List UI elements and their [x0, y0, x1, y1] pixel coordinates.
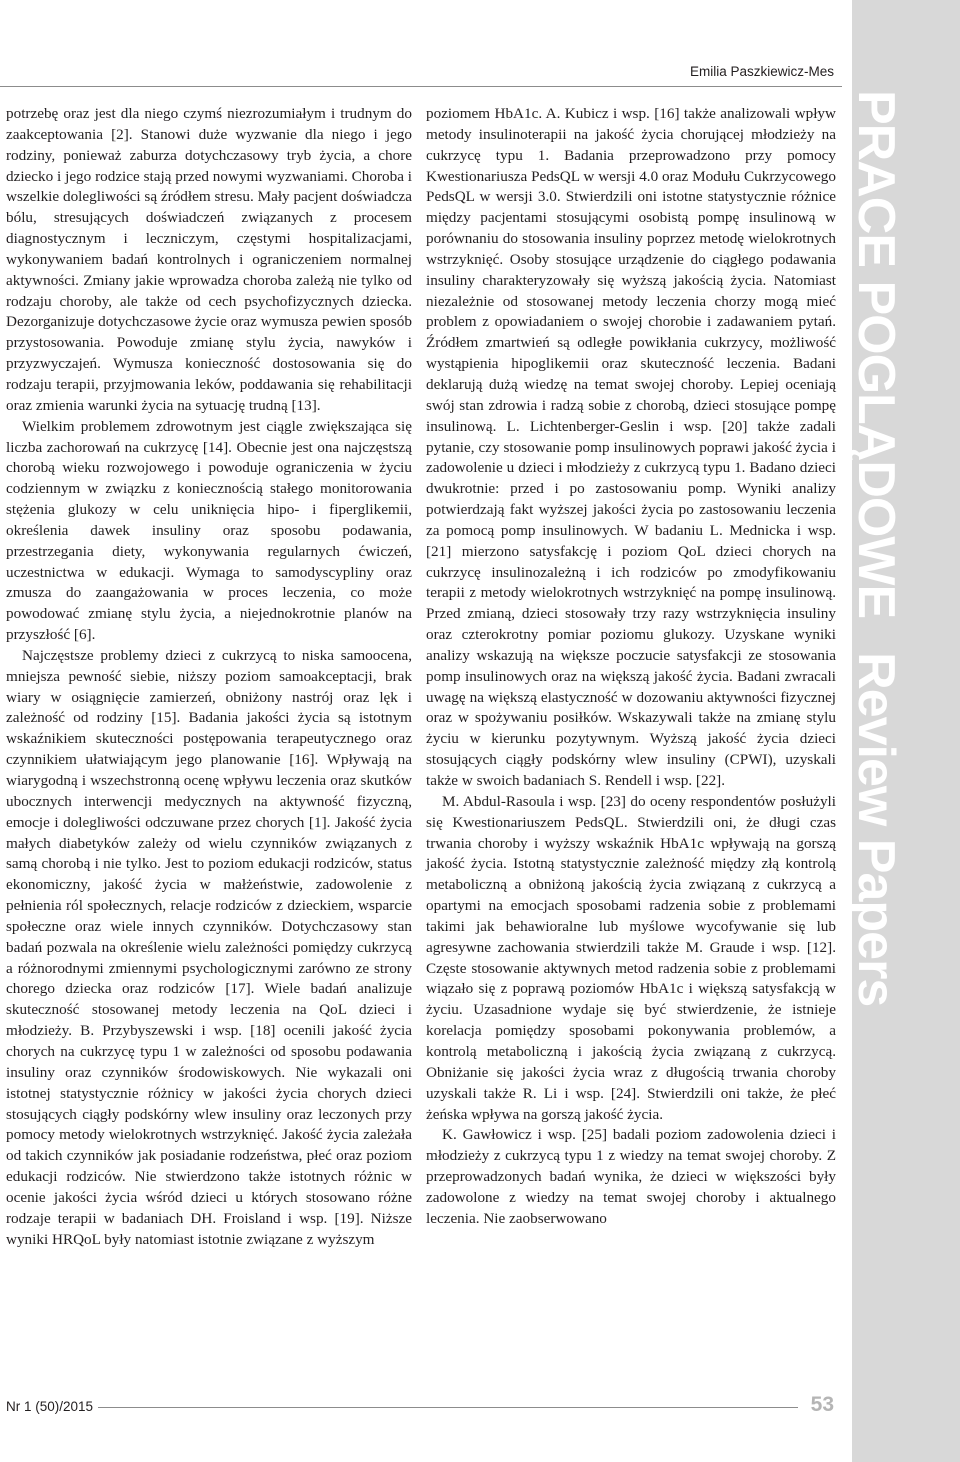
paragraph: Wielkim problemem zdrowotnym jest ciągle zwiększająca się liczba zachorowań na cukrzycę [14]. Obecnie jest ona najczęstszą chorobą wieku rozwojowego i powoduje ograniczenia w życiu codziennym w związku z koniecznością stałego monitorowania stężenia glukozy w celu uniknięcia hipo- i fiperglikemii, określenia dawek insuliny oraz sposobu podawania, przestrzegania diety, wykonywania regularnych ćwiczeń, uczestnictwa w edukacji. Wymaga to samodyscypliny oraz zmusza do zaangażowania w proces leczenia, co może powodować zmianę stylu życia, a niejednokrotnie planów na przyszłość [6].: [6, 417, 412, 644]
running-header-author: Emilia Paszkiewicz-Mes: [689, 64, 834, 79]
section-label: [846, 90, 906, 1007]
left-column: [6, 104, 412, 1250]
paragraph: Najczęstsze problemy dzieci z cukrzycą to niska samoocena, mniejsza pewność siebie, niższy poziom samoakceptacji, brak wiary w osiągnięcie zamierzeń, obniżony nastrój oraz lęk i zależność od rodziny [15]. Badania jakości życia są istotnym wskaźnikiem skuteczności postępowania terapeutycznego oraz czynnikiem ułatwiającym jego planowanie [16]. Wpływają na wiarygodną i wszechstronną ocenę wpływu leczenia oraz skutków ubocznych interwencji medycznych na aktywność fizyczną, emocje i dolegliwości odczuwane przez chorych [1]. Jakość życia małych diabetyków zależy od wielu czynników związanych z samą chorobą i nie tylko. Jest to poziom edukacji rodziców, status ekonomiczny, jakość życia w małżeństwie, zadowolenie z pełnienia ról społecznych, relacje rodziców z dzieckiem, wsparcie społeczne oraz wiele innych czynników. Dotychczasowy stan badań pozwala na określenie wielu zależności pomiędzy cukrzycą a różnorodnymi zmiennymi psychologicznymi zarówno ze strony chorego dziecka oraz rodziców [17]. Wiele badań analizuje skuteczność stosowanej metody leczenia na QoL dzieci i młodzieży. B. Przybyszewski i wsp. [18] ocenili jakość życia chorych na cukrzycę typu 1 w zależności od sposobu podawania insuliny oraz czynników środowiskowych. Nie wykazali oni istotnej statystycznie różnicy w jakości życia chorych dzieci stosujących ciągły podskórny wlew insuliny oraz leczonych przy pomocy metody wielokrotnych wstrzyknięć. Jakość życia zależała od takich czynników jak posiadanie rodzeństwa, płeć oraz poziom edukacji rodziców. Nie stwierdzono także istotnych różnic w ocenie jakości życia wśród dzieci u których stosowano różne rodzaje terapii w badaniach DH. Froisland i wsp. [19]. Niższe wyniki HRQoL były natomiast istotnie związane z wyższym: [6, 646, 412, 1248]
header-divider: [0, 86, 842, 87]
paragraph: K. Gawłowicz i wsp. [25] badali poziom zadowolenia dzieci i młodzieży z cukrzycą typu 1 z wiedzy na temat swojej choroby. Z przeprowadzonych badań wynika, że dzieci w większości były zadowolone z wiedzy na temat swojej choroby i aktualnego leczenia. Nie zaobserwowano: [426, 1126, 836, 1227]
paragraph: M. Abdul-Rasoula i wsp. [23] do oceny respondentów posłużyli się Kwestionariuszem PedsQL. Stwierdzili oni, że długi czas trwania choroby i wyższy wskaźnik HbA1c wpływają na gorszą jakość życia. Istotną statystycznie zależność między złą kontrolą metaboliczną a obniżoną jakością życia związaną z cukrzycą a opartymi na emocjach sposobami radzenia sobie z problemami takimi jak behawioralne lub myślowe wycofywanie się lub agresywne zachowania stwierdzili także M. Graude i wsp. [12]. Częste stosowanie aktywnych metod radzenia sobie z problemami wiązało się z poprawą poziomów HbA1c i większą satysfakcją w życiu. Uzasadnione wydaje się być stwierdzenie, że istnieje korelacja pomiędzy sposobami pokonywania problemów, a kontrolą metaboliczną i jakością życia związaną z cukrzycą. Obniżanie się jakości życia wraz z długością trwania choroby uzyskali także R. Li i wsp. [24]. Stwierdzili oni także, że płeć żeńska wpływa na gorszą jakość życia.: [426, 792, 836, 1123]
section-label-english: Review Papers: [847, 652, 905, 1007]
right-column: [426, 104, 836, 1230]
paragraph: poziomem HbA1c. A. Kubicz i wsp. [16] także analizowali wpływ metody insulinoterapii na jakość życia chorującej młodzieży na cukrzycę typu 1. Badania przeprowadzono przy pomocy Kwestionariusza PedsQL w wersji 4.0 oraz Modułu Cukrzycowego PedsQL w wersji 3.0. Stwierdzili oni istotne statystycznie różnice między pacjentami stosującymi osobistą pompę insulinową w porównaniu do stosowania insuliny poprzez metodę wielokrotnych wstrzyknięć. Osoby stosujące urządzenie do ciągłego podawania insuliny charakteryzowały się wyższą jakością życia. Natomiast niezależnie od stosowanej metody leczenia chorzy mogą mieć problem z opowiadaniem o swojej chorobie i zadawaniem pytań. Źródłem zmartwień są odległe powikłania cukrzycy, możliwość wystąpienia hipoglikemii oraz skuteczność leczenia. Badani deklarują dużą wiedzę na temat swojej choroby. Lepiej oceniają swój stan zdrowia i radzą sobie z chorobą, dzieci stosujące pompę insulinową. L. Lichtenberger-Geslin i wsp. [20] także zadali pytanie, czy stosowanie pomp insulinowych poprawi jakość życia i zadowolenie u dzieci i młodzieży z cukrzycą typu 1. Badano dzieci dwukrotnie: przed i po zastosowaniu pomp. Wyniki analizy potwierdzają fakt wyższej jakości życia po zastosowaniu leczenia za pomocą pomp insulinowych. W badaniu L. Mednicka i wsp. [21] mierzono satysfakcję i poziom QoL dzieci chorych na cukrzycę insulinozależną i ich rodziców po zmodyfikowaniu terapii z metody wielokrotnych wstrzyknięć na pompę insulinową. Przed zmianą, dzieci stosowały trzy razy wstrzyknięcia insuliny oraz czterokrotny pomiar poziomu glukozy. Uzyskane wyniki analizy wskazują na większe poczucie satysfakcji ze stosowania pomp insulinowych oraz na większą jakość życia. Badani zwracali uwagę na większą elastyczność w dozowaniu aktywności fizycznej oraz w spożywaniu posiłków. Wskazywali także na zmianę stylu życiu w kierunku pozytywnym. Wyższą jakość życia dzieci stosujących ciągły podskórny wlew insuliny (CPWI), uzyskali także w swoich badaniach S. Rendell i wsp. [22].: [426, 105, 836, 789]
paragraph: potrzebę oraz jest dla niego czymś niezrozumiałym i trudnym do zaakceptowania [2]. Stanowi duże wyzwanie dla niego i jego rodziny, ponieważ zaburza dotychczasowy tryb życia, a chore dziecko i jego rodzice stają przed nowymi wyzwaniami. Choroba i wszelkie dolegliwości są źródłem stresu. Mały pacjent doświadcza bólu, stresujących doświadczeń związanych z procesem diagnostycznym i leczniczym, częstymi hospitalizacjami, wykonywaniem badań kontrolnych i ograniczeniem normalnej aktywności. Zmiany jakie wprowadza choroba zależą nie tylko od rodzaju choroby, ale także od cech psychofizycznych dziecka. Dezorganizuje dotychczasowe życie oraz wymusza pewien sposób przystosowania. Powoduje zmianę stylu życia, nawyków i przyzwyczajeń. Wymusza konieczność dostosowania się do rodzaju terapii, przyjmowania leków, poddawania się rehabilitacji oraz zmienia warunki życia na sytuację trudną [13].: [6, 105, 412, 414]
section-label-polish: PRACE POGLĄDOWE: [847, 90, 905, 619]
issue-number: Nr 1 (50)/2015: [6, 1399, 94, 1414]
section-side-band: [847, 0, 960, 1462]
page-number: 53: [810, 1393, 834, 1416]
footer-divider: [98, 1407, 798, 1408]
